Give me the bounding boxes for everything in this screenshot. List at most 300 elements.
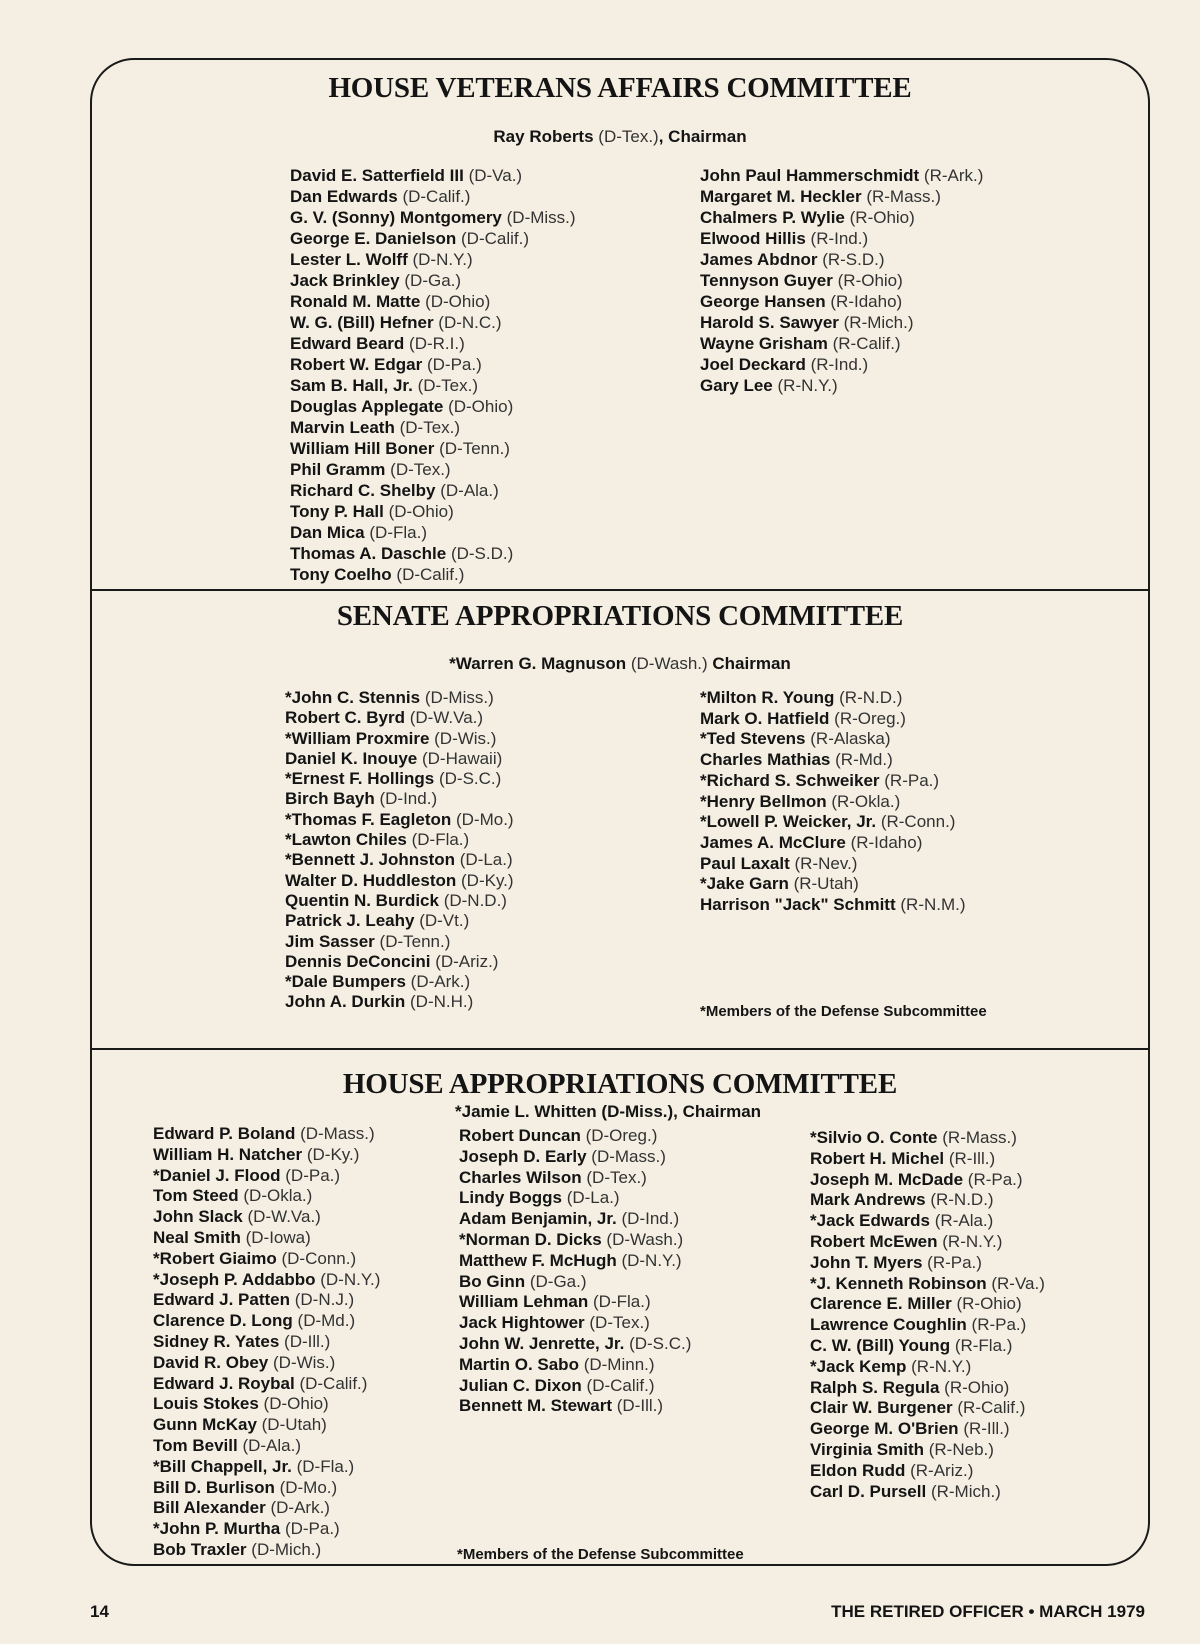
member-name: George Hansen: [700, 292, 826, 311]
member-party: (D-N.Y.): [621, 1250, 682, 1270]
member-name: W. G. (Bill) Hefner: [290, 313, 434, 332]
member-party: (D-Tex.): [390, 460, 451, 479]
member-item: [810, 1315, 1045, 1336]
member-party: (R-Fla.): [954, 1335, 1013, 1355]
member-item: [700, 895, 966, 916]
member-item: [285, 871, 514, 891]
member-item: [459, 1168, 691, 1189]
member-name: John A. Durkin: [285, 992, 406, 1012]
member-item: [153, 1478, 380, 1499]
member-name: Sidney R. Yates: [153, 1331, 280, 1351]
member-name: Mark O. Hatfield: [700, 708, 830, 728]
member-name: Robert W. Edgar: [290, 355, 423, 374]
member-name: *Silvio O. Conte: [810, 1128, 938, 1147]
chairman-party: (D-Tex.): [598, 127, 659, 146]
member-party: (D-Oreg.): [585, 1126, 658, 1145]
member-item: [459, 1376, 691, 1397]
member-name: *J. Kenneth Robinson: [810, 1273, 987, 1293]
member-item: [700, 854, 966, 875]
member-item: [290, 312, 576, 333]
member-party: (R-N.D.): [930, 1190, 994, 1210]
chairman-suffix: , Chairman: [658, 127, 747, 146]
chairman-line: [455, 1102, 761, 1122]
member-item: [810, 1461, 1045, 1482]
member-item: [290, 543, 576, 564]
member-party: (R-Neb.): [928, 1439, 994, 1459]
member-name: Mark Andrews: [810, 1190, 926, 1210]
member-item: [153, 1249, 380, 1270]
member-name: Elwood Hillis: [700, 229, 806, 248]
member-party: (R-Pa.): [884, 770, 940, 790]
member-item: [290, 564, 576, 585]
member-item: [459, 1251, 691, 1272]
publication-line: THE RETIRED OFFICER • MARCH 1979: [831, 1602, 1145, 1621]
chairman-party: (D-Wash.): [630, 654, 708, 673]
member-party: (D-S.D.): [450, 544, 514, 563]
member-name: James A. McClure: [700, 832, 846, 852]
member-name: John T. Myers: [810, 1252, 923, 1272]
member-item: [459, 1292, 691, 1313]
member-party: (D-Ohio): [448, 397, 514, 416]
member-item: [700, 833, 966, 854]
member-name: Gary Lee: [700, 376, 773, 395]
member-party: (D-Ga.): [404, 271, 462, 290]
member-item: [285, 810, 514, 830]
member-item: [290, 270, 576, 291]
member-party: (D-Wash.): [606, 1229, 684, 1249]
member-party: (D-Ariz.): [435, 951, 499, 971]
member-party: (D-Va.): [468, 166, 523, 185]
member-item: [700, 270, 983, 291]
member-item: [153, 1145, 380, 1166]
member-party: (D-Calif.): [396, 565, 465, 584]
member-item: [290, 417, 576, 438]
member-name: Lester L. Wolff: [290, 250, 408, 269]
member-name: Douglas Applegate: [290, 397, 444, 416]
member-party: (D-Minn.): [583, 1354, 655, 1374]
member-item: [153, 1353, 380, 1374]
member-item: [810, 1211, 1045, 1232]
member-name: Clarence E. Miller: [810, 1294, 952, 1314]
member-item: [459, 1355, 691, 1376]
member-name: David R. Obey: [153, 1352, 269, 1372]
member-party: (D-La.): [566, 1188, 620, 1208]
member-party: (R-Ohio): [849, 208, 915, 227]
member-name: Birch Bayh: [285, 789, 375, 809]
member-name: Bennett M. Stewart: [459, 1396, 613, 1416]
member-item: [153, 1207, 380, 1228]
chairman-line: [90, 654, 1150, 674]
member-party: (D-Ala.): [440, 481, 499, 500]
member-item: [459, 1209, 691, 1230]
member-party: (R-Pa.): [971, 1315, 1027, 1335]
member-name: William Hill Boner: [290, 439, 435, 458]
member-name: *Norman D. Dicks: [459, 1229, 602, 1249]
member-name: *Bill Chappell, Jr.: [153, 1456, 292, 1476]
member-party: (R-S.D.): [822, 250, 885, 269]
member-name: *Daniel J. Flood: [153, 1165, 281, 1185]
member-party: (R-Mass.): [942, 1128, 1017, 1147]
member-party: (D-R.I.): [409, 334, 465, 353]
member-item: [459, 1334, 691, 1355]
member-name: Tom Bevill: [153, 1435, 238, 1455]
member-name: Ralph S. Regula: [810, 1377, 940, 1397]
member-item: [290, 501, 576, 522]
member-party: (D-N.H.): [410, 992, 474, 1012]
member-name: Robert C. Byrd: [285, 708, 405, 728]
member-name: Quentin N. Burdick: [285, 890, 439, 910]
member-name: Clarence D. Long: [153, 1311, 293, 1331]
member-party: (D-Ark.): [270, 1498, 330, 1518]
member-item: [153, 1166, 380, 1187]
member-item: [700, 709, 966, 730]
member-column: [700, 688, 966, 916]
member-item: [290, 249, 576, 270]
member-party: (R-Nev.): [794, 853, 858, 873]
member-name: Ronald M. Matte: [290, 292, 421, 311]
member-name: Marvin Leath: [290, 418, 395, 437]
member-party: (D-Wis.): [434, 728, 497, 748]
member-party: (D-Ark.): [410, 972, 471, 992]
member-name: Jim Sasser: [285, 931, 375, 951]
member-party: (D-Fla.): [369, 523, 427, 542]
member-name: Matthew F. McHugh: [459, 1250, 617, 1270]
member-name: Lindy Boggs: [459, 1188, 562, 1208]
member-name: George M. O'Brien: [810, 1419, 959, 1439]
member-party: (D-Ky.): [306, 1144, 360, 1164]
member-party: (D-Mass.): [300, 1124, 375, 1143]
member-party: (R-Mass.): [866, 187, 941, 206]
member-name: Charles Wilson: [459, 1167, 582, 1187]
chairman-suffix: Chairman: [707, 654, 791, 673]
member-party: (D-N.D.): [443, 890, 507, 910]
member-party: (D-Tex.): [589, 1313, 650, 1333]
member-name: Bob Traxler: [153, 1539, 247, 1559]
member-item: [290, 375, 576, 396]
member-name: Dan Edwards: [290, 187, 398, 206]
member-name: Neal Smith: [153, 1227, 241, 1247]
member-party: (D-Conn.): [281, 1248, 357, 1268]
member-item: [700, 874, 966, 895]
member-party: (D-Fla.): [411, 830, 470, 850]
member-name: Louis Stokes: [153, 1394, 259, 1414]
member-party: (R-Calif.): [957, 1398, 1026, 1418]
member-item: [810, 1149, 1045, 1170]
member-item: [285, 891, 514, 911]
member-item: [290, 459, 576, 480]
member-name: Thomas A. Daschle: [290, 544, 447, 563]
member-item: [285, 688, 514, 708]
member-name: *Jake Garn: [700, 874, 789, 894]
member-item: [153, 1457, 380, 1478]
member-party: (D-Calif.): [461, 229, 529, 248]
member-item: [459, 1188, 691, 1209]
member-party: (D-N.Y.): [320, 1269, 381, 1289]
member-item: [459, 1272, 691, 1293]
member-party: (D-Fla.): [593, 1292, 651, 1312]
member-party: (D-W.Va.): [409, 708, 484, 728]
member-item: [700, 688, 966, 709]
member-item: [459, 1313, 691, 1334]
member-party: (D-Mass.): [591, 1146, 666, 1166]
member-item: [285, 749, 514, 769]
chairman-name: *Warren G. Magnuson: [449, 654, 627, 673]
member-party: (R-Pa.): [927, 1252, 982, 1272]
member-party: (R-Okla.): [831, 791, 901, 811]
member-name: *John C. Stennis: [285, 688, 421, 707]
member-party: (D-Ind.): [621, 1209, 680, 1229]
member-name: Gunn McKay: [153, 1415, 257, 1435]
member-name: Sam B. Hall, Jr.: [290, 376, 413, 395]
member-name: John Paul Hammerschmidt: [700, 166, 920, 185]
member-party: (R-Ohio): [956, 1294, 1022, 1314]
member-item: [810, 1482, 1045, 1503]
member-name: Carl D. Pursell: [810, 1481, 927, 1501]
member-item: [290, 522, 576, 543]
member-name: Jack Brinkley: [290, 271, 400, 290]
member-name: Chalmers P. Wylie: [700, 208, 845, 227]
member-name: Robert H. Michel: [810, 1148, 945, 1168]
member-party: (D-Utah): [261, 1415, 327, 1435]
member-item: [810, 1170, 1045, 1191]
member-name: *Robert Giaimo: [153, 1248, 277, 1268]
member-name: Phil Gramm: [290, 460, 386, 479]
member-party: (D-Miss.): [424, 688, 494, 707]
member-name: Julian C. Dixon: [459, 1375, 582, 1395]
member-name: *John P. Murtha: [153, 1519, 281, 1539]
member-item: [153, 1498, 380, 1519]
member-name: Joel Deckard: [700, 355, 806, 374]
member-name: John Slack: [153, 1207, 243, 1227]
member-party: (D-Iowa): [245, 1227, 311, 1247]
member-party: (D-Ala.): [242, 1435, 301, 1455]
member-name: Harrison "Jack" Schmitt: [700, 895, 896, 915]
member-item: [153, 1415, 380, 1436]
member-item: [810, 1398, 1045, 1419]
member-name: Tony Coelho: [290, 565, 392, 584]
member-party: (D-Ky.): [461, 870, 514, 890]
member-name: Martin O. Sabo: [459, 1354, 579, 1374]
member-item: [290, 333, 576, 354]
member-name: James Abdnor: [700, 250, 818, 269]
member-item: [153, 1290, 380, 1311]
member-item: [290, 396, 576, 417]
member-item: [285, 972, 514, 992]
member-name: *Lawton Chiles: [285, 830, 407, 850]
member-column: [459, 1126, 691, 1417]
member-party: (R-N.Y.): [777, 376, 838, 395]
member-item: [285, 769, 514, 789]
member-party: (R-Ohio): [837, 271, 903, 290]
section-divider: [90, 1048, 1150, 1050]
member-party: (D-Tex.): [586, 1167, 647, 1187]
member-name: Daniel K. Inouye: [285, 748, 418, 768]
section-title: SENATE APPROPRIATIONS COMMITTEE: [336, 600, 904, 632]
member-item: [459, 1230, 691, 1251]
member-column: [700, 165, 983, 396]
member-item: [153, 1186, 380, 1207]
member-item: [700, 207, 983, 228]
member-name: Lawrence Coughlin: [810, 1315, 967, 1335]
member-name: Tony P. Hall: [290, 502, 384, 521]
member-name: *Lowell P. Weicker, Jr.: [700, 812, 877, 832]
member-name: *Ted Stevens: [700, 729, 806, 749]
footnote: *Members of the Defense Subcommittee: [457, 1546, 744, 1563]
member-item: [285, 789, 514, 809]
chairman-line: [90, 127, 1150, 147]
member-item: [290, 480, 576, 501]
member-party: (R-Ark.): [923, 166, 984, 185]
member-name: C. W. (Bill) Young: [810, 1335, 951, 1355]
member-item: [700, 186, 983, 207]
member-item: [810, 1357, 1045, 1378]
member-name: Margaret M. Heckler: [700, 187, 862, 206]
member-name: *Jack Edwards: [810, 1211, 931, 1231]
member-item: [700, 228, 983, 249]
member-name: David E. Satterfield III: [290, 166, 464, 185]
member-party: (R-Mich.): [930, 1481, 1001, 1501]
member-party: (D-N.Y.): [412, 250, 473, 269]
member-party: (D-Mo.): [279, 1477, 338, 1497]
chairman-name: *Jamie L. Whitten (D-Miss.), Chairman: [455, 1102, 762, 1121]
member-item: [700, 729, 966, 750]
member-party: (D-La.): [459, 850, 513, 870]
member-party: (D-Mo.): [455, 809, 514, 829]
member-name: William H. Natcher: [153, 1144, 303, 1164]
member-party: (R-Ind.): [810, 355, 869, 374]
member-item: [700, 792, 966, 813]
member-name: Harold S. Sawyer: [700, 313, 839, 332]
member-item: [285, 952, 514, 972]
member-name: Edward J. Roybal: [153, 1373, 295, 1393]
member-party: (R-N.Y.): [911, 1356, 972, 1376]
member-name: Wayne Grisham: [700, 334, 828, 353]
member-name: Jack Hightower: [459, 1313, 585, 1333]
member-party: (D-Hawaii): [421, 748, 503, 768]
member-party: (D-Calif.): [299, 1373, 368, 1393]
member-name: Richard C. Shelby: [290, 481, 436, 500]
member-item: [810, 1253, 1045, 1274]
member-name: Joseph M. McDade: [810, 1169, 964, 1189]
member-name: Eldon Rudd: [810, 1460, 906, 1480]
member-name: Paul Laxalt: [700, 853, 790, 873]
member-party: (R-Md.): [835, 750, 893, 770]
member-name: Robert McEwen: [810, 1231, 938, 1251]
member-item: [153, 1374, 380, 1395]
member-item: [153, 1124, 380, 1145]
member-party: (D-Tenn.): [439, 439, 510, 458]
member-name: John W. Jenrette, Jr.: [459, 1333, 625, 1353]
member-item: [285, 830, 514, 850]
member-item: [285, 708, 514, 728]
member-party: (R-Idaho): [830, 292, 903, 311]
member-party: (D-Ind.): [379, 789, 438, 809]
member-item: [810, 1294, 1045, 1315]
member-item: [700, 312, 983, 333]
member-item: [153, 1436, 380, 1457]
member-name: *Richard S. Schweiker: [700, 770, 880, 790]
member-party: (R-N.M.): [900, 895, 966, 915]
member-item: [285, 850, 514, 870]
member-name: Bill D. Burlison: [153, 1477, 275, 1497]
member-party: (D-Tex.): [417, 376, 479, 395]
member-name: Joseph D. Early: [459, 1146, 587, 1166]
member-column: [290, 165, 576, 585]
member-party: (D-Mich.): [251, 1539, 322, 1559]
member-name: Dan Mica: [290, 523, 365, 542]
member-party: (R-Ill.): [963, 1419, 1010, 1439]
member-name: *Jack Kemp: [810, 1356, 907, 1376]
member-item: [700, 375, 983, 396]
member-item: [459, 1396, 691, 1417]
member-item: [290, 186, 576, 207]
member-party: (R-N.Y.): [942, 1231, 1003, 1251]
member-item: [290, 354, 576, 375]
member-party: (D-Miss.): [506, 208, 576, 227]
member-party: (D-Md.): [297, 1311, 356, 1331]
member-party: (R-Utah): [793, 874, 859, 894]
member-party: (R-Calif.): [832, 334, 901, 353]
member-party: (R-N.D.): [839, 688, 903, 707]
member-party: (D-Ohio): [425, 292, 491, 311]
member-name: Charles Mathias: [700, 750, 831, 770]
member-name: *Bennett J. Johnston: [285, 850, 456, 870]
section-title: HOUSE APPROPRIATIONS COMMITTEE: [342, 1068, 898, 1100]
member-party: (D-Ill.): [284, 1331, 331, 1351]
member-item: [810, 1336, 1045, 1357]
member-item: [153, 1394, 380, 1415]
member-party: (D-Tex.): [399, 418, 461, 437]
member-party: (R-Ill.): [948, 1148, 996, 1168]
member-item: [459, 1147, 691, 1168]
member-item: [700, 354, 983, 375]
member-name: Virginia Smith: [810, 1439, 924, 1459]
member-party: (R-Idaho): [850, 832, 923, 852]
member-name: Walter D. Huddleston: [285, 870, 457, 890]
member-item: [290, 291, 576, 312]
member-item: [700, 812, 966, 833]
member-column: [285, 688, 514, 1013]
member-column: [153, 1124, 380, 1561]
member-name: G. V. (Sonny) Montgomery: [290, 208, 502, 227]
member-item: [153, 1270, 380, 1291]
member-party: (D-Pa.): [426, 355, 482, 374]
member-name: *William Proxmire: [285, 728, 430, 748]
member-party: (D-Fla.): [296, 1456, 355, 1476]
member-party: (D-Ill.): [616, 1396, 664, 1416]
member-item: [285, 729, 514, 749]
member-item: [290, 438, 576, 459]
member-name: Edward P. Boland: [153, 1124, 296, 1143]
member-party: (R-Oreg.): [834, 708, 906, 728]
member-item: [810, 1378, 1045, 1399]
member-name: Tom Steed: [153, 1186, 239, 1206]
member-item: [153, 1540, 380, 1561]
member-party: (D-N.J.): [294, 1290, 355, 1310]
member-name: *Joseph P. Addabbo: [153, 1269, 316, 1289]
member-party: (D-Ohio): [263, 1394, 329, 1414]
member-party: (D-S.C.): [629, 1333, 692, 1353]
member-item: [810, 1440, 1045, 1461]
member-name: George E. Danielson: [290, 229, 457, 248]
member-name: Dennis DeConcini: [285, 951, 431, 971]
member-party: (R-Ohio): [944, 1377, 1010, 1397]
member-name: Edward J. Patten: [153, 1290, 290, 1310]
member-item: [700, 333, 983, 354]
member-name: *Dale Bumpers: [285, 972, 406, 992]
member-item: [810, 1419, 1045, 1440]
member-item: [700, 165, 983, 186]
